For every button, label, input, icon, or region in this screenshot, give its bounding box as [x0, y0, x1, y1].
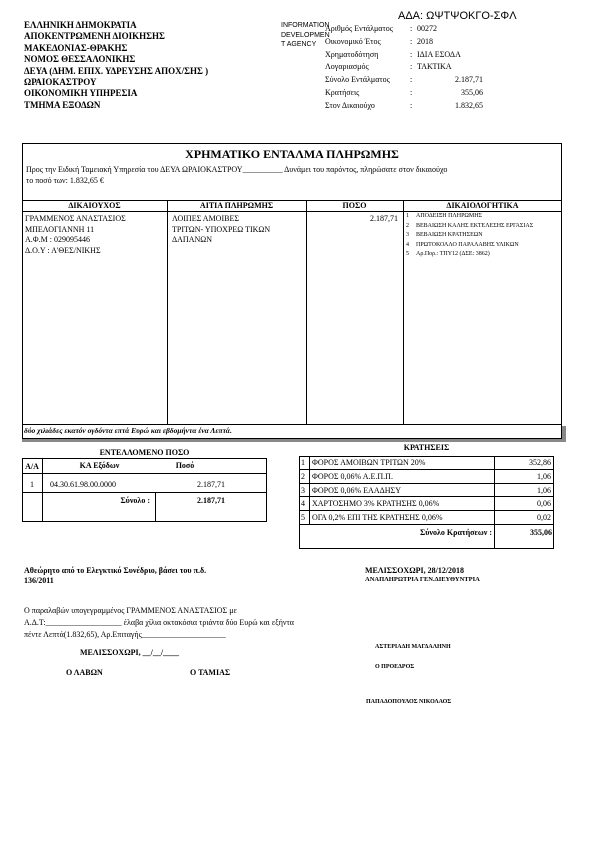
beneficiary-line: ΓΡΑΜΜΕΝΟΣ ΑΝΑΣΤΑΣΙΟΣ [25, 214, 126, 223]
doc-number: 5 [406, 251, 409, 257]
field-colon: : [410, 100, 413, 110]
cause-line: ΛΟΙΠΕΣ ΑΜΟΙΒΕΣ [172, 214, 240, 223]
president-title: Ο ΠΡΟΕΔΡΟΣ [375, 664, 415, 670]
col-beneficiary: ΔΙΚΑΙΟΥΧΟΣ [68, 201, 121, 210]
organization-line: ΕΛΛΗΝΙΚΗ ΔΗΜΟΚΡΑΤΙΑ [24, 20, 137, 30]
header-field-value: 2.187,71 [455, 75, 483, 85]
withholding-row [299, 470, 554, 484]
beneficiary-line: Δ.Ο.Υ : Α'ΘΕΣ/ΝΙΚΗΣ [25, 245, 101, 255]
header-field-row [325, 49, 495, 62]
header-field-row [325, 87, 495, 100]
row-amount: 2.187,71 [197, 480, 225, 489]
withholdings-rows [299, 456, 554, 525]
payment-order-box [22, 143, 562, 439]
organization-line: ΟΙΚΟΝΟΜΙΚΗ ΥΠΗΡΕΣΙΑ [24, 88, 138, 99]
withholding-label: ΦΟΡΟΣ 0,06% ΕΑΑΔΗΣΥ [312, 485, 401, 495]
stamp-line: DEVELOPMEN [281, 31, 330, 39]
supporting-docs-list [406, 213, 560, 261]
president-name: ΠΑΠΑΔΟΠΟΥΛΟΣ ΝΙΚΟΛΑΟΣ [366, 699, 452, 705]
cause-line: ΔΑΠΑΝΩΝ [172, 235, 212, 244]
header-field-value: ΤΑΚΤΙΚΑ [417, 62, 452, 72]
amount-in-words: δύο χιλιάδες εκατόν ογδόντα επτά Ευρώ και εβδομήντα ένα Λεπτά. [24, 426, 232, 435]
audit-note-line2: 136/2011 [24, 576, 54, 585]
header-field-label: Χρηματοδότηση [325, 49, 379, 59]
doc-number: 3 [406, 232, 409, 238]
organization-line: ΑΠΟΚΕΝΤΡΩΜΕΝΗ ΔΙΟΙΚΗΣΗΣ [24, 31, 165, 42]
place-date-blank: ΜΕΛΙΣΣΟΧΩΡΙ, __/__/____ [80, 648, 180, 657]
general-manager-title: ΑΝΑΠΛΗΡΩΤΡΙΑ ΓΕΝ.ΔΙΕΥΘΥΝΤΡΙΑ [365, 576, 480, 583]
payment-cause [172, 214, 270, 246]
header-field-label: Αριθμός Εντάλματος [325, 24, 393, 33]
audit-note-line1: Αθεώρητο από το Ελεγκτικό Συνέδριο, βάσει του π.δ. [24, 566, 207, 575]
col-cause: ΑΙΤΙΑ ΠΛΗΡΩΜΗΣ [199, 201, 274, 210]
ordered-amount-title: ΕΝΤΕΛΛΟΜΕΝΟ ΠΟΣΟ [99, 448, 190, 457]
header-field-value: 355,06 [461, 87, 483, 97]
supporting-doc-item [406, 223, 560, 231]
ordered-total: 2.187,71 [197, 496, 225, 505]
row-expense-code: 04.30.61.98.00.0000 [50, 480, 116, 489]
organization-line: ΔΕΥΑ (ΔΗΜ. ΕΠΙΧ. ΥΔΡΕΥΣΗΣ ΑΠΟΧ/ΣΗΣ ) [24, 65, 209, 76]
header-fields [325, 23, 495, 113]
doc-text: Αρ.Πορ.: ΤΠΥ12 (ΔΣΕ: 3862) [416, 251, 490, 257]
field-colon: : [410, 62, 413, 72]
receipt-line3: πέντε Λεπτά(1.832,65), Αρ.Επιταγής_____________________ [24, 630, 226, 639]
organization-line: ΤΜΗΜΑ ΕΞΟΔΩΝ [24, 99, 101, 110]
cause-line: ΤΡΙΤΩΝ- ΥΠΟΧΡΕΩ ΤΙΚΩΝ [172, 224, 271, 234]
withholding-number: 4 [301, 499, 305, 509]
header-field-row [325, 74, 495, 87]
organization-line: ΝΟΜΟΣ ΘΕΣΣΑΛΟΝΙΚΗΣ [24, 54, 136, 65]
ordered-total-label: Σύνολο : [120, 496, 150, 505]
shadow-bar [22, 439, 566, 442]
header-field-row [325, 23, 495, 36]
withholding-number: 3 [301, 485, 305, 495]
withholding-number: 5 [301, 513, 305, 523]
stamp-line: INFORMATION [281, 22, 330, 29]
supporting-doc-item [406, 232, 560, 240]
withholdings-title: ΚΡΑΤΗΣΕΙΣ [403, 443, 450, 452]
order-intro-line2: το ποσό των: 1.832,65 € [26, 176, 104, 185]
withholding-label: ΧΑΡΤΟΣΗΜΟ 3% ΚΡΑΤΗΣΗΣ 0,06% [312, 499, 440, 509]
withholding-number: 2 [301, 471, 305, 481]
beneficiary-details [25, 214, 126, 256]
header-field-label: Κρατήσεις [325, 87, 360, 97]
receipt-line2: Α.Δ.Τ:___________________ έλαβα χίλια οκτακόσια τριάντα δύο Ευρώ και εξήντα [24, 618, 294, 627]
organization-block [24, 20, 264, 111]
beneficiary-line: Α.Φ.Μ : 029095446 [25, 235, 90, 244]
withholding-row [299, 511, 554, 525]
header-field-row [325, 61, 495, 74]
order-intro-line1: Προς την Ειδική Ταμειακή Υπηρεσία του ΔΕΥΑ ΩΡΑΙΟΚΑΣΤΡΟΥ__________ Δυνάμει του παρόντος, πληρώσατε στον δικαιούχο [26, 165, 448, 174]
doc-number: 4 [406, 241, 409, 248]
organization-line: ΜΑΚΕΔΟΝΙΑΣ-ΘΡΑΚΗΣ [24, 42, 128, 53]
stamp-line: T AGENCY [281, 41, 317, 48]
ada-code: ΑΔΑ: ΩΨΤΨΟΚΓΟ-ΣΦΛ [398, 10, 517, 22]
withholding-label: ΦΟΡΟΣ 0,06% Α.Ε.Π.Π. [312, 471, 393, 481]
withholdings-total-label: Σύνολο Κρατήσεων : [420, 528, 492, 537]
place-date: ΜΕΛΙΣΣΟΧΩΡΙ, 28/12/2018 [365, 566, 465, 575]
supporting-doc-item [406, 242, 560, 250]
field-colon: : [410, 36, 413, 46]
doc-text: ΑΠΟΔΕΙΞΗ ΠΛΗΡΩΜΗΣ [416, 213, 483, 219]
doc-text: ΒΕΒΑΙΩΣΗ ΚΡΑΤΗΣΕΩΝ [416, 232, 483, 238]
withholdings-total: 355,06 [530, 528, 552, 537]
general-manager-name: ΑΣΤΕΡΙΑΔΗ ΜΑΓΔΑΛΗΝΗ [375, 644, 451, 650]
col-amount: ΠΟΣΟ [342, 201, 367, 210]
header-field-row [325, 100, 495, 113]
supporting-doc-item [406, 213, 560, 221]
withholding-row [299, 456, 554, 470]
header-field-row [325, 36, 495, 49]
withholding-amount: 0,02 [537, 513, 551, 523]
withholding-row [299, 497, 554, 511]
supporting-doc-item [406, 251, 560, 259]
receiver-label: Ο ΛΑΒΩΝ [66, 668, 103, 677]
order-amount: 2.187,71 [370, 214, 398, 223]
header-field-label: Λογαριασμός [325, 62, 369, 72]
withholding-number: 1 [301, 458, 305, 467]
withholding-label: ΟΓΑ 0,2% ΕΠΙ ΤΗΣ ΚΡΑΤΗΣΗΣ 0,06% [312, 513, 443, 523]
header-field-value: 2018 [417, 36, 433, 46]
header-field-value: ΙΔΙΑ ΕΣΟΔΑ [417, 49, 461, 59]
field-colon: : [410, 87, 413, 97]
withholding-label: ΦΟΡΟΣ ΑΜΟΙΒΩΝ ΤΡΙΤΩΝ 20% [312, 458, 426, 467]
field-colon: : [410, 24, 413, 33]
cashier-label: Ο ΤΑΜΙΑΣ [190, 668, 231, 677]
header-field-value: 1.832,65 [455, 100, 483, 110]
withholding-amount: 0,06 [537, 499, 551, 509]
withholding-amount: 1,06 [537, 471, 551, 481]
withholding-amount: 1,06 [537, 485, 551, 495]
agency-stamp [281, 21, 330, 50]
header-field-label: Στον Δικαιούχο [325, 100, 375, 110]
organization-line: ΩΡΑΙΟΚΑΣΤΡΟΥ [24, 77, 97, 88]
beneficiary-line: ΜΠΕΛΟΓΙΑΝΝΗ 11 [25, 224, 95, 234]
withholding-row [299, 484, 554, 498]
doc-number: 2 [406, 222, 409, 229]
order-title: ΧΡΗΜΑΤΙΚΟ ΕΝΤΑΛΜΑ ΠΛΗΡΩΜΗΣ [185, 147, 399, 161]
header-field-value: 00272 [417, 24, 437, 33]
col-docs: ΔΙΚΑΙΟΛΟΓΗΤΙΚΑ [446, 201, 519, 210]
doc-number: 1 [406, 213, 409, 219]
col-ordered-amount: Ποσό [175, 461, 195, 470]
row-aa: 1 [30, 480, 34, 489]
receipt-line1: Ο παραλαβών υπογεγραμμένος ΓΡΑΜΜΕΝΟΣ ΑΝΑΣΤΑΣΙΟΣ με [24, 606, 237, 615]
doc-text: ΒΕΒΑΙΩΣΗ ΚΑΛΗΣ ΕΚΤΕΛΕΣΗΣ ΕΡΓΑΣΙΑΣ [416, 222, 534, 229]
field-colon: : [410, 49, 413, 59]
doc-text: ΠΡΩΤΟΚΟΛΛΟ ΠΑΡΑΛΑΒΗΣ ΥΛΙΚΩΝ [416, 241, 519, 248]
field-colon: : [410, 75, 413, 85]
header-field-label: Οικονομικό Έτος [325, 36, 381, 46]
withholding-amount: 352,86 [529, 458, 551, 467]
col-expense-code: ΚΑ Εξόδων [79, 461, 120, 470]
header-field-label: Σύνολο Εντάλματος [325, 75, 390, 85]
col-aa: Α/Α [25, 462, 39, 471]
